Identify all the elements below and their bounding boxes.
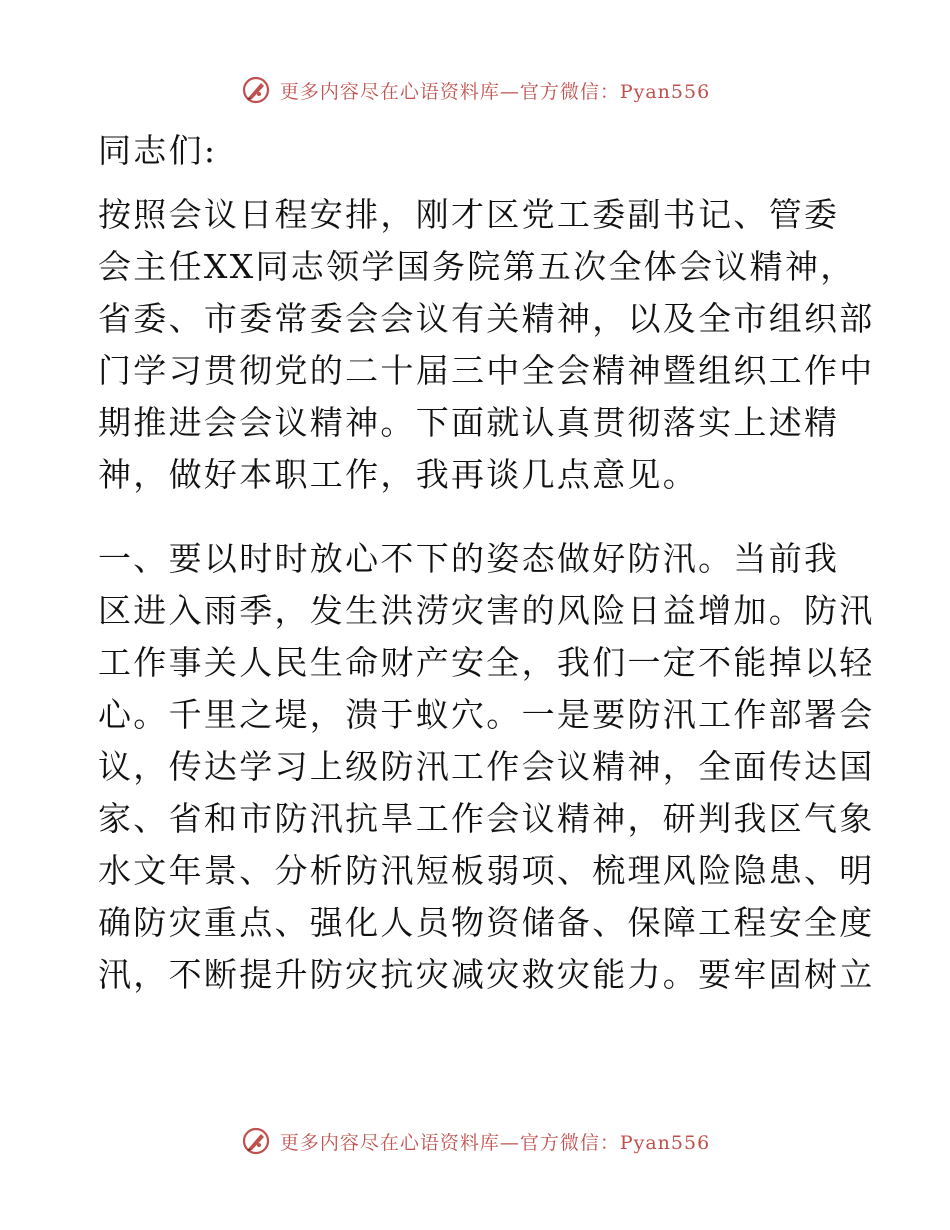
paragraph-2	[98, 533, 875, 1001]
paragraph-line: 汛，不断提升防灾抗灾减灾救灾能力。要牢固树立	[98, 955, 875, 994]
paragraph-line: 期推进会会议精神。下面就认真贯彻落实上述精	[98, 403, 840, 442]
pen-logo-icon	[240, 1125, 272, 1157]
paragraph-line: 议，传达学习上级防汛工作会议精神，全面传达国	[98, 747, 875, 786]
watermark-banner-top	[0, 70, 950, 110]
greeting: 同志们:	[98, 131, 218, 170]
watermark-banner-bottom	[0, 1121, 950, 1161]
paragraph-line: 家、省和市防汛抗旱工作会议精神，研判我区气象	[98, 799, 875, 838]
paragraph-line: 会主任XX同志领学国务院第五次全体会议精神，	[98, 247, 856, 286]
watermark-text: 更多内容尽在心语资料库—官方微信：Pyan556	[279, 1131, 711, 1154]
paragraph-line: 按照会议日程安排，刚才区党工委副书记、管委	[98, 195, 840, 234]
watermark-text: 更多内容尽在心语资料库—官方微信：Pyan556	[279, 80, 711, 103]
pen-logo-icon	[240, 74, 272, 106]
paragraph-line: 确防灾重点、强化人员物资储备、保障工程安全度	[98, 903, 875, 942]
paragraph-line: 工作事关人民生命财产安全，我们一定不能掉以轻	[98, 643, 875, 682]
paragraph-line: 神，做好本职工作，我再谈几点意见。	[98, 455, 699, 494]
paragraph-1	[98, 189, 875, 501]
paragraph-line: 水文年景、分析防汛短板弱项、梳理风险隐患、明	[98, 851, 875, 890]
paragraph-line: 区进入雨季，发生洪涝灾害的风险日益增加。防汛	[98, 591, 875, 630]
paragraph-line: 一、要以时时放心不下的姿态做好防汛。当前我	[98, 539, 840, 578]
paragraph-line: 门学习贯彻党的二十届三中全会精神暨组织工作中	[98, 351, 875, 390]
paragraph-line: 省委、市委常委会会议有关精神，以及全市组织部	[98, 299, 875, 338]
document-body	[98, 125, 875, 1001]
paragraph-line: 心。千里之堤，溃于蚁穴。一是要防汛工作部署会	[98, 695, 875, 734]
